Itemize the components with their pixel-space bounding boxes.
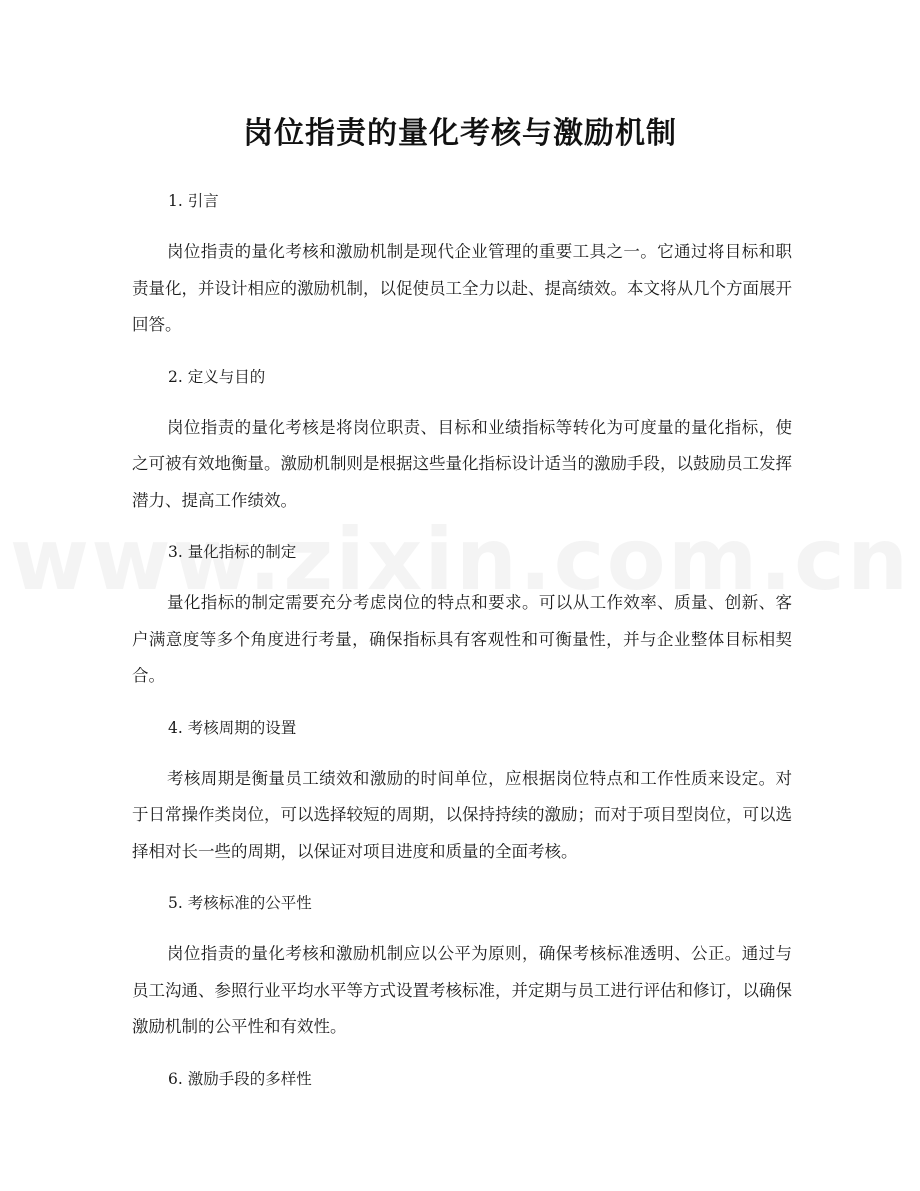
section-heading-indicators: 3. 量化指标的制定: [168, 543, 297, 561]
section-heading-cycle: 4. 考核周期的设置: [168, 718, 297, 737]
section-heading-introduction: 1. 引言: [168, 192, 219, 210]
section-heading-fairness: 5. 考核标准的公平性: [168, 894, 312, 912]
section-heading-definition: 2. 定义与目的: [168, 367, 266, 386]
section-paragraph-cycle: 考核周期是衡量员工绩效和激励的时间单位，应根据岗位特点和工作性质来设定。对于日常操作类岗位，可以选择较短的周期，以保持持续的激励；而对于项目型岗位，可以选择相对长一些的周期，以保证对项目进度和质量的全面考核。: [132, 768, 792, 861]
page-title: 岗位指责的量化考核与激励机制: [243, 116, 677, 151]
section-paragraph-indicators: 量化指标的制定需要充分考虑岗位的特点和要求。可以从工作效率、质量、创新、客户满意度等多个角度进行考量，确保指标具有客观性和可衡量性，并与企业整体目标相契合。: [132, 593, 792, 685]
section-heading-incentives: 6. 激励手段的多样性: [168, 1069, 312, 1088]
section-paragraph-introduction: 岗位指责的量化考核和激励机制是现代企业管理的重要工具之一。它通过将目标和职责量化，并设计相应的激励机制，以促使员工全力以赴、提高绩效。本文将从几个方面展开回答。: [132, 242, 792, 334]
document-body: [132, 184, 792, 1112]
section-paragraph-definition: 岗位指责的量化考核是将岗位职责、目标和业绩指标等转化为可度量的量化指标，使之可被有效地衡量。激励机制则是根据这些量化指标设计适当的激励手段，以鼓励员工发挥潜力、提高工作绩效。: [132, 417, 792, 510]
section-paragraph-fairness: 岗位指责的量化考核和激励机制应以公平为原则，确保考核标准透明、公正。通过与员工沟通、参照行业平均水平等方式设置考核标准，并定期与员工进行评估和修订，以确保激励机制的公平性和有效性。: [132, 944, 792, 1036]
